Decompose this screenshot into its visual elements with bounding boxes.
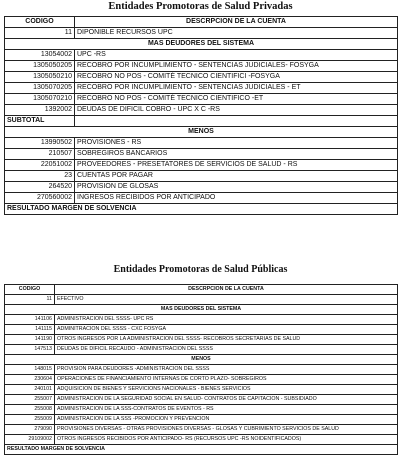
- account-desc: RECOBRO NO POS - COMITÉ TECNICO CIENTIFICI -FOSYGA: [75, 72, 398, 83]
- table-row: [5, 193, 398, 204]
- table-row: [5, 375, 398, 385]
- account-desc: PROVISION DE GLOSAS: [75, 182, 398, 193]
- account-desc: EFECTIVO: [55, 295, 398, 305]
- table-row: [5, 182, 398, 193]
- section-title: MAS DEUDORES DEL SISTEMA: [5, 305, 398, 315]
- account-code: 29109002: [5, 435, 55, 445]
- section-row: [5, 39, 398, 50]
- account-desc: PROVISIONES DIVERSAS - OTRAS PROVISIONES DIVERSAS - GLOSAS Y CUBRIMIENTO SERVICIOS DE SALUD: [55, 425, 398, 435]
- account-desc: UPC -RS: [75, 50, 398, 61]
- table-row: [5, 325, 398, 335]
- account-code: 255007: [5, 395, 55, 405]
- account-code: 13990502: [5, 138, 75, 149]
- table-row: [5, 138, 398, 149]
- account-code: 147513: [5, 345, 55, 355]
- subtotal-value: [75, 116, 398, 127]
- table-row: [5, 365, 398, 375]
- table-row: [5, 405, 398, 415]
- table-row: [5, 72, 398, 83]
- account-code: 1305070205: [5, 83, 75, 94]
- account-desc: ADMINISTRACION DE LA SSS-CONTRATOS DE EVENTOS - RS: [55, 405, 398, 415]
- account-code: 1305070210: [5, 94, 75, 105]
- account-code: 22051002: [5, 160, 75, 171]
- table-row: [5, 315, 398, 325]
- code-header: CODIGO: [5, 17, 75, 28]
- table-row: [5, 425, 398, 435]
- table-row: [5, 28, 398, 39]
- private-title: Entidades Promotoras de Salud Privadas: [108, 1, 293, 12]
- table-row: [5, 395, 398, 405]
- account-desc: INGRESOS RECIBIDOS POR ANTICIPADO: [75, 193, 398, 204]
- section-row: [5, 305, 398, 315]
- account-desc: PROVEEDORES - PRESETATORES DE SERVICIOS DE SALUD - RS: [75, 160, 398, 171]
- account-code: 230604: [5, 375, 55, 385]
- account-code: 13054002: [5, 50, 75, 61]
- account-code: 1305050210: [5, 72, 75, 83]
- account-code: 270560002: [5, 193, 75, 204]
- private-accounts-table: [4, 16, 398, 215]
- table-header-row: [5, 285, 398, 295]
- section-title: MENOS: [5, 127, 398, 138]
- account-desc: OPERACIONES DE FINANCIAMIENTO INTERNAS DE CORTO PLAZO- SOBREGIROS: [55, 375, 398, 385]
- code-header: CODIGO: [5, 285, 55, 295]
- table-header-row: [5, 17, 398, 28]
- table-row: [5, 171, 398, 182]
- table-row: [5, 50, 398, 61]
- table-row: [5, 335, 398, 345]
- table-row: [5, 61, 398, 72]
- result-label: RESULTADO MARGEN DE SOLVENCIA: [5, 204, 398, 215]
- result-row: [5, 204, 398, 215]
- account-code: 1305050205: [5, 61, 75, 72]
- account-code: 11: [5, 28, 75, 39]
- account-desc: RECOBRO NO POS - COMITÉ TECNICO CIENTIFICO -ET: [75, 94, 398, 105]
- account-code: 148015: [5, 365, 55, 375]
- account-code: 23: [5, 171, 75, 182]
- account-code: 141190: [5, 335, 55, 345]
- account-desc: OTROS INGRESOS RECIBIDOS POR ANTICIPADO- RS (RECURSOS UPC -RS NOIDENTIFICADOS): [55, 435, 398, 445]
- account-desc: PROVISIONES - RS: [75, 138, 398, 149]
- table-row: [5, 105, 398, 116]
- account-code: 255008: [5, 405, 55, 415]
- account-desc: ADMINISTRACION DEL SSSS- UPC RS: [55, 315, 398, 325]
- section-row: [5, 127, 398, 138]
- account-desc: RECOBRO POR INCUMPLIMIENTO - SENTENCIAS JUDICIALES - ET: [75, 83, 398, 94]
- table-row: [5, 415, 398, 425]
- account-code: 279090: [5, 425, 55, 435]
- account-desc: DIPONIBLE RECURSOS UPC: [75, 28, 398, 39]
- desc-header: DESCRPCION DE LA CUENTA: [75, 17, 398, 28]
- section-title: MAS DEUDORES DEL SISTEMA: [5, 39, 398, 50]
- public-accounts-table: [4, 284, 398, 455]
- table-row: [5, 435, 398, 445]
- account-desc: DEUDAS DE DIFICIL COBRO - UPC X C -RS: [75, 105, 398, 116]
- account-code: 11: [5, 295, 55, 305]
- section-title: MENOS: [5, 355, 398, 365]
- account-desc: RECOBRO POR INCUMPLIMIENTO - SENTENCIAS JUDICIALES- FOSYGA: [75, 61, 398, 72]
- account-desc: OTROS INGRESOS POR LA ADMINISTRACION DEL SSSS- RECOBROS SECRETARIAS DE SALUD: [55, 335, 398, 345]
- table-row: [5, 160, 398, 171]
- account-desc: DEUDAS DE DIFICIL RECAUDO - ADMINISTRACION DEL SSSS: [55, 345, 398, 355]
- account-desc: ADMINISTRACION DE LA SEGURIDAD SOCIAL EN SALUD- CONTRATOS DE CAPITACION - SUBSIDIADO: [55, 395, 398, 405]
- account-desc: PROVISION PARA DEUDORES -ADMINISTRACION DEL SSSS: [55, 365, 398, 375]
- result-row: [5, 445, 398, 455]
- account-code: 1392002: [5, 105, 75, 116]
- table-row: [5, 295, 398, 305]
- table-row: [5, 345, 398, 355]
- desc-header: DESCRPCION DE LA CUENTA: [55, 285, 398, 295]
- table-row: [5, 94, 398, 105]
- account-desc: ADQUISICION DE BIENES Y SERVICIONS NACIONALES - BIENES SERVICIOS: [55, 385, 398, 395]
- account-code: 240101: [5, 385, 55, 395]
- table-row: [5, 83, 398, 94]
- section-row: [5, 355, 398, 365]
- table-row: [5, 149, 398, 160]
- account-code: 141106: [5, 315, 55, 325]
- result-label: RESULTADO MARGEN DE SOLVENCIA: [5, 445, 398, 455]
- account-desc: CUENTAS POR PAGAR: [75, 171, 398, 182]
- account-desc: ADMINITRACION DEL SSSS - CXC FOSYGA: [55, 325, 398, 335]
- subtotal-label: SUBTOTAL: [5, 116, 75, 127]
- account-desc: ADMINISTRACION DE LA SSS -PROMOCION Y PREVENCION: [55, 415, 398, 425]
- account-desc: SOBREGIROS BANCARIOS: [75, 149, 398, 160]
- account-code: 210507: [5, 149, 75, 160]
- subtotal-row: [5, 116, 398, 127]
- account-code: 141115: [5, 325, 55, 335]
- public-title: Entidades Promotoras de Salud Públicas: [113, 264, 288, 275]
- table-row: [5, 385, 398, 395]
- account-code: 255009: [5, 415, 55, 425]
- account-code: 264520: [5, 182, 75, 193]
